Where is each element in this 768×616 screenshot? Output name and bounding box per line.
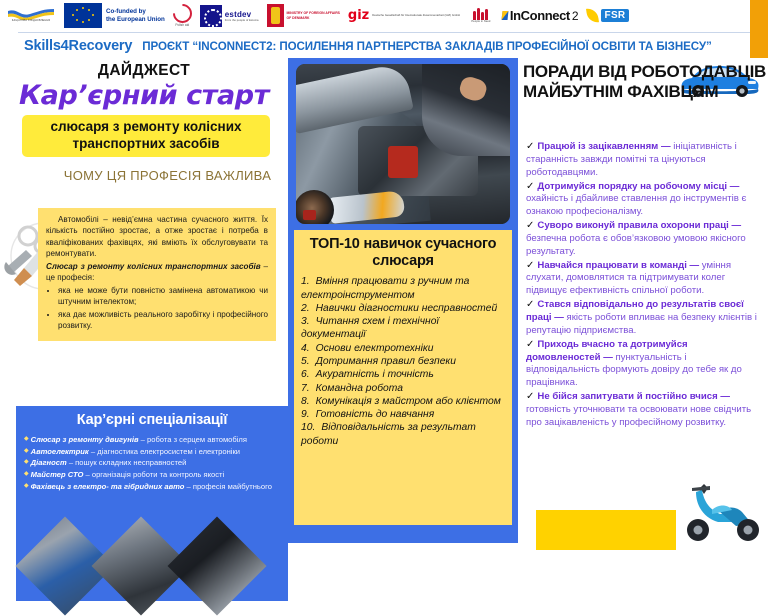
skill-number: 4. bbox=[301, 342, 310, 354]
tip-lead: Стався відповідально до результатів своєї праці — bbox=[526, 299, 744, 323]
skill-text: Основи електротехніки bbox=[315, 342, 434, 354]
list-item bbox=[526, 259, 760, 299]
eu-logo bbox=[64, 3, 165, 28]
tip-text: безпечна робота є обов’язковою умовою якісного результату. bbox=[526, 232, 746, 257]
list-item bbox=[526, 140, 760, 180]
skill-number: 1. bbox=[301, 276, 310, 288]
tip-lead: Працюй із зацікавленням — bbox=[537, 141, 671, 152]
polish-aid-caption: Polish aid bbox=[175, 23, 190, 27]
denmark-crest-icon bbox=[267, 4, 284, 27]
list-item bbox=[301, 315, 505, 342]
top10-skills-list bbox=[301, 275, 505, 448]
fsr-title: FSR bbox=[601, 9, 630, 22]
list-item bbox=[301, 302, 505, 315]
tip-text: готовність уточнювати та освоювати нове свідчить про зацікавленість у професійному розвитку. bbox=[526, 403, 752, 428]
workshop-photo-strip bbox=[30, 533, 270, 601]
skill-text: Відповідальність за результат роботи bbox=[301, 422, 476, 447]
eu-logo-line2: the European Union bbox=[106, 15, 165, 23]
list-item bbox=[526, 390, 760, 430]
skill-text: Комунікація з майстром або клієнтом bbox=[315, 395, 501, 407]
inconnect2-title: InConnect bbox=[509, 8, 570, 23]
list-item bbox=[301, 395, 505, 408]
spec-role: Майстер СТО bbox=[30, 470, 84, 480]
skill-text: Навички діагностики несправностей bbox=[315, 302, 498, 314]
check-icon: ✓ bbox=[526, 299, 535, 311]
page-title: Кар’єрний старт bbox=[19, 80, 269, 111]
skill-text: Читання схем і технічної документації bbox=[301, 316, 439, 341]
tip-lead: Приходь вчасно та дотримуйся домовленостей — bbox=[526, 338, 688, 363]
list-item bbox=[24, 434, 282, 445]
skill-number: 3. bbox=[301, 316, 310, 328]
tip-lead: Навчайся працювати в команді — bbox=[537, 259, 700, 271]
ukraine-ministry-logo bbox=[6, 8, 56, 23]
tip-text: якість роботи впливає на безпеку клієнтів і репутацію підприємства. bbox=[526, 311, 757, 336]
denmark-line1: MINISTRY OF FOREIGN AFFAIRS bbox=[286, 10, 340, 15]
spec-desc: – пошук складних несправностей bbox=[66, 458, 187, 468]
skill-text: Командна робота bbox=[315, 382, 403, 394]
why-important-title: ЧОМУ ЦЯ ПРОФЕСІЯ ВАЖЛИВА bbox=[63, 168, 272, 183]
digest-label: ДАЙДЖЕСТ bbox=[97, 62, 191, 79]
skill-number: 8. bbox=[301, 395, 310, 407]
list-item bbox=[526, 298, 760, 338]
list-item bbox=[301, 408, 505, 421]
fsr-logo bbox=[587, 8, 630, 23]
left-column bbox=[0, 58, 288, 543]
spec-role: Слюсар з ремонту двигунів bbox=[30, 435, 139, 444]
inconnect-check-icon bbox=[501, 11, 508, 20]
skill-number: 9. bbox=[301, 409, 310, 421]
list-item bbox=[301, 342, 505, 355]
why-paragraph: Автомобілі – невід’ємна частина сучасного життя. Їх кількість постійно зростає, а отже зростає і потреба в кваліфікованих фахівцях, які вміють їх обслуговувати та ремонтувати. bbox=[46, 215, 268, 259]
people-in-need-caption: People in Need bbox=[471, 20, 491, 23]
header-divider bbox=[18, 32, 750, 33]
middle-column bbox=[288, 58, 518, 543]
blue-scooter-icon bbox=[674, 468, 764, 543]
donor-logo-bar bbox=[0, 0, 768, 31]
inconnect2-logo bbox=[502, 8, 579, 23]
ukraine-logo-caption: ІНІЦІАТИВА З ВІДНОВЛЕННЯ bbox=[11, 19, 51, 23]
check-icon: ✓ bbox=[526, 180, 535, 192]
diamond-bullet-icon: ◆ bbox=[24, 459, 29, 466]
tip-lead: Суворо виконуй правила охорони праці — bbox=[537, 220, 742, 232]
list-item bbox=[526, 338, 760, 390]
list-item bbox=[301, 368, 505, 381]
why-important-box bbox=[38, 208, 276, 341]
project-banner bbox=[0, 36, 768, 56]
skill-number: 5. bbox=[301, 356, 310, 368]
project-title: ПРОЄКТ “INCONNECT2: ПОСИЛЕННЯ ПАРТНЕРСТВА ЗАКЛАДІВ ПРОФЕСІЙНОЇ ОСВІТИ ТА БІЗНЕСУ” bbox=[142, 39, 712, 53]
yellow-footer-bar bbox=[536, 510, 676, 550]
spec-role: Фахівець з електро- та гібридних авто bbox=[30, 481, 185, 491]
mechanic-engine-photo bbox=[296, 64, 510, 224]
list-item bbox=[24, 446, 282, 457]
skill-text: Вміння працювати з ручним та електроінструментом bbox=[301, 276, 470, 301]
diamond-bullet-icon: ◆ bbox=[24, 482, 29, 489]
profession-subtitle: слюсаря з ремонту колісних транспортних засобів bbox=[22, 115, 270, 157]
tip-text: пунктуальність і відповідальність формують довіру до тебе як до працівника. bbox=[526, 351, 742, 389]
people-in-need-icon bbox=[473, 8, 488, 20]
spec-role: Автоелектрик bbox=[30, 446, 89, 456]
giz-logo bbox=[348, 9, 460, 22]
skills4recovery-brand: Skills4Recovery bbox=[24, 38, 133, 54]
diamond-bullet-icon: ◆ bbox=[24, 471, 29, 478]
fsr-leaf-icon bbox=[586, 7, 599, 23]
check-icon: ✓ bbox=[526, 338, 535, 350]
inconnect2-suffix: 2 bbox=[571, 8, 579, 23]
tip-lead: Дотримуйся порядку на робочому місці — bbox=[537, 180, 740, 192]
tip-lead: Не бійся запитувати й постійно вчися — bbox=[537, 391, 730, 403]
spec-desc: – діагностика електросистем і електроніки bbox=[88, 446, 241, 456]
list-item bbox=[301, 382, 505, 395]
spec-role: Діагност bbox=[30, 458, 67, 468]
eu-logo-line1: Co-funded by bbox=[106, 7, 146, 15]
list-item bbox=[301, 275, 505, 302]
estdev-caption: From the people of Estonia bbox=[224, 18, 259, 22]
why-bullet-1: • яка не може бути повністю замінена автоматикою чи штучним інтелектом; bbox=[58, 285, 268, 308]
check-icon: ✓ bbox=[526, 259, 535, 271]
tip-text: ініціативність і старанність завжди помітні та цінуються роботодавцями. bbox=[526, 141, 737, 178]
list-item bbox=[526, 180, 760, 220]
people-in-need-logo bbox=[468, 8, 494, 23]
skill-number: 6. bbox=[301, 369, 310, 381]
polish-aid-icon bbox=[169, 0, 196, 27]
top10-skills-box bbox=[294, 230, 512, 525]
skill-number: 7. bbox=[301, 382, 310, 394]
skill-number: 10. bbox=[301, 422, 316, 434]
denmark-line2: OF DENMARK bbox=[286, 15, 310, 20]
spec-desc: – професія майбутнього bbox=[184, 481, 272, 491]
skill-text: Акуратність і точність bbox=[315, 369, 434, 381]
why-bullet-2: • яка дає можливість реального заробітку і професійного розвитку. bbox=[58, 309, 268, 332]
list-item bbox=[301, 421, 505, 448]
check-icon: ✓ bbox=[526, 220, 535, 232]
why-bullet-list bbox=[46, 285, 268, 332]
spec-desc: – організація роботи та контроль якості bbox=[83, 470, 225, 480]
giz-title: giz bbox=[347, 8, 370, 23]
list-item bbox=[526, 219, 760, 259]
giz-caption: Deutsche Gesellschaft für Internationale Zusammenarbeit (GIZ) GmbH bbox=[372, 12, 460, 17]
spec-desc: – робота з серцем автомобіля bbox=[138, 435, 247, 444]
right-column bbox=[518, 58, 768, 543]
why-lead-tail: – це професія: bbox=[46, 261, 268, 283]
list-item bbox=[24, 469, 282, 480]
diamond-bullet-icon: ◆ bbox=[24, 436, 29, 442]
estdev-logo bbox=[200, 5, 259, 27]
check-icon: ✓ bbox=[526, 141, 535, 152]
employer-tips-title: ПОРАДИ ВІД РОБОТОДАВЦІВ МАЙБУТНІМ ФАХІВЦЯМ bbox=[523, 62, 767, 102]
denmark-mfa-logo bbox=[267, 4, 340, 27]
diamond-bullet-icon: ◆ bbox=[24, 447, 29, 454]
list-item bbox=[24, 457, 282, 468]
skill-number: 2. bbox=[301, 302, 310, 314]
polish-aid-logo bbox=[173, 4, 192, 27]
eu-flag-icon bbox=[64, 3, 102, 28]
why-lead-term: Слюсар з ремонту колісних транспортних засобів bbox=[46, 261, 261, 271]
specializations-title: Кар’єрні спеціалізації bbox=[76, 412, 228, 428]
specializations-list bbox=[24, 434, 282, 493]
tip-text: уміння слухати, домовлятися та підтримувати колег підвищує ефективність спільної роботи. bbox=[526, 259, 732, 297]
tip-text: охайність і дбайливе ставлення до інструментів є ознакою професіоналізму. bbox=[526, 193, 747, 218]
top10-title: ТОП-10 навичок сучасного слюсаря bbox=[309, 236, 497, 269]
estdev-title: estdev bbox=[224, 9, 252, 19]
estdev-icon bbox=[200, 5, 222, 27]
skill-text: Готовність до навчання bbox=[315, 409, 435, 421]
list-item bbox=[301, 355, 505, 368]
skill-text: Дотримання правил безпеки bbox=[315, 356, 457, 368]
employer-tips-list bbox=[526, 140, 760, 430]
check-icon: ✓ bbox=[526, 391, 535, 403]
list-item bbox=[24, 481, 282, 492]
